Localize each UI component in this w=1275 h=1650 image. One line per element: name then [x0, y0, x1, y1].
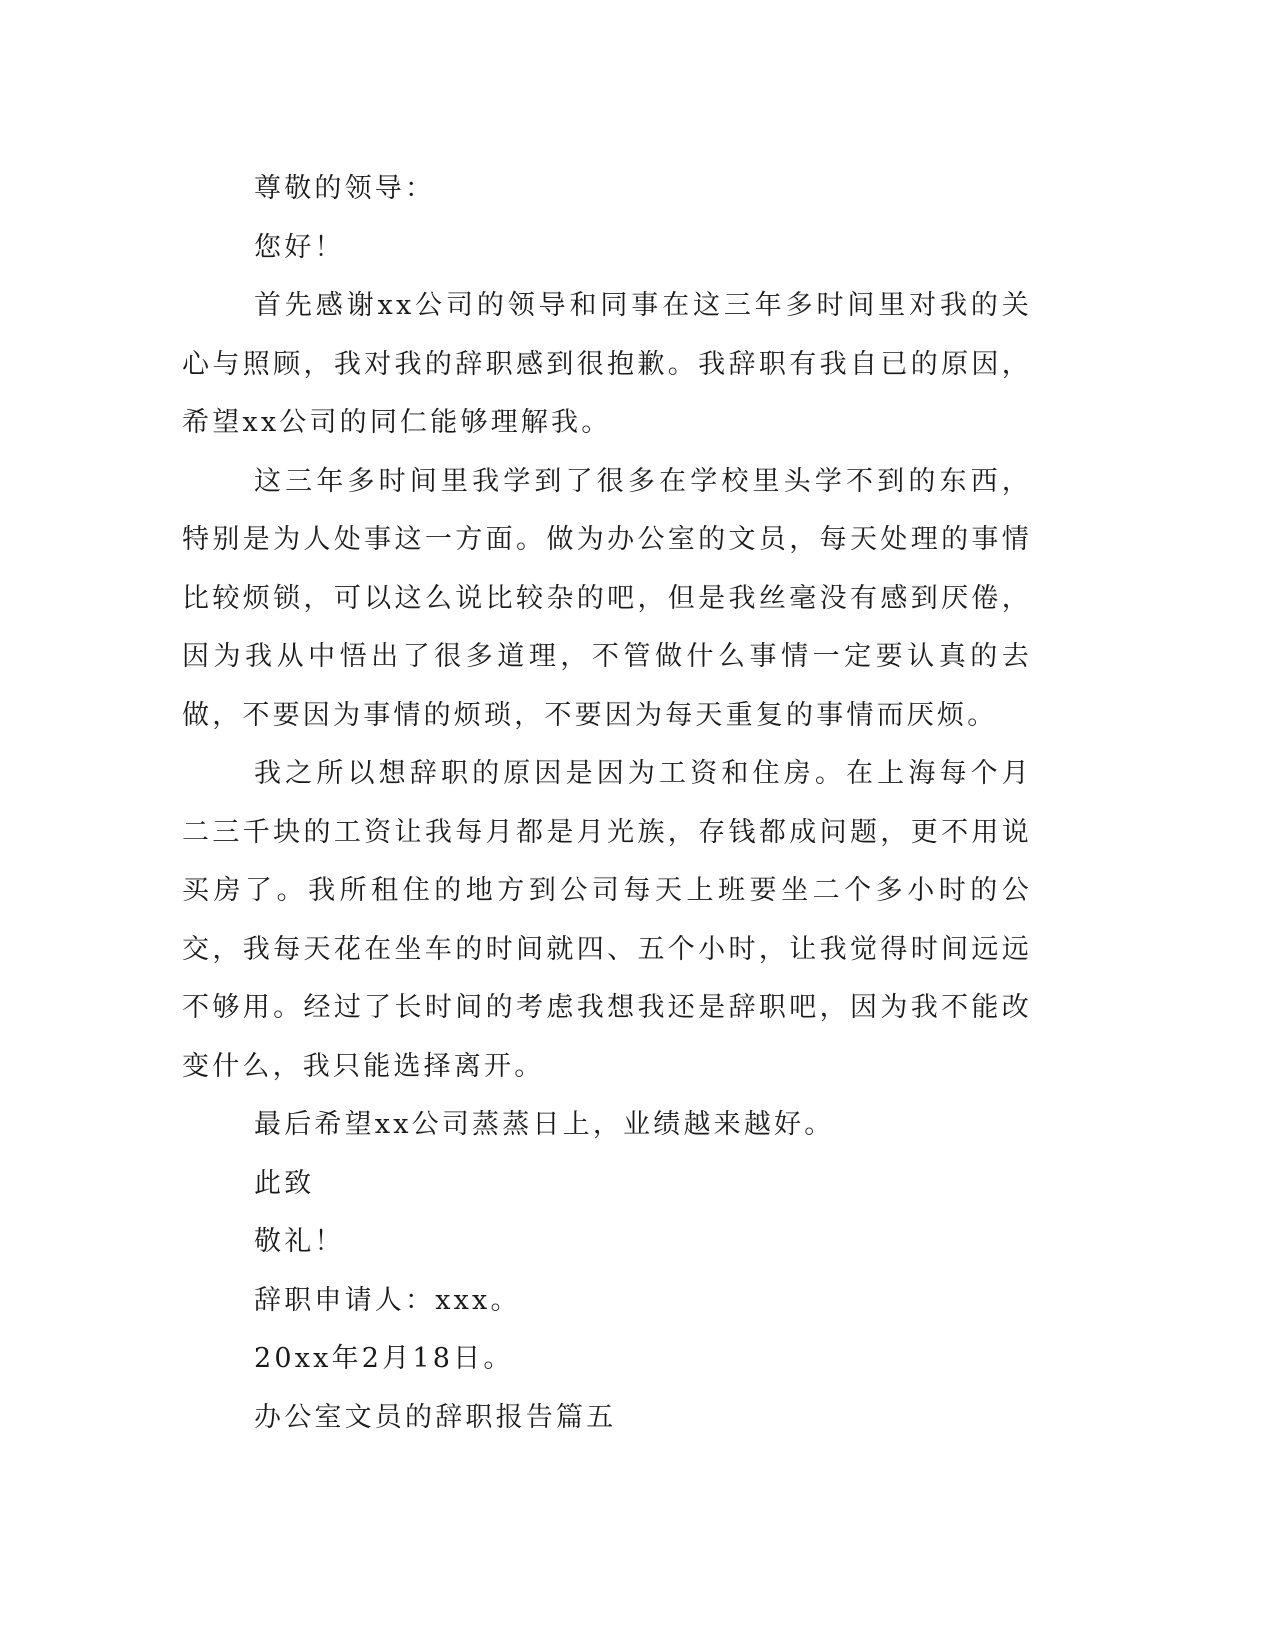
signature-line: 辞职申请人：xxx。	[254, 1284, 521, 1316]
body-paragraph-wishes: 最后希望xx公司蒸蒸日上，业绩越来越好。	[254, 1109, 835, 1140]
closing-line-1: 此致	[254, 1167, 315, 1199]
date-line: 20xx年2月18日。	[254, 1343, 514, 1374]
greeting: 您好！	[254, 231, 345, 263]
body-paragraph-thanks: 首先感谢xx公司的领导和同事在这三年多时间里对我的关心与照顾，我对我的辞职感到很抱歉。我辞职有我自已的原因，希望xx公司的同仁能够理解我。	[182, 290, 1032, 438]
salutation: 尊敬的领导：	[254, 173, 436, 204]
body-paragraph-reason: 我之所以想辞职的原因是因为工资和住房。在上海每个月二三千块的工资让我每月都是月光族，存钱都成问题，更不用说买房了。我所租住的地方到公司每天上班要坐二个多小时的公交，我每天花在坐车的时间就四、五个小时，让我觉得时间远远不够用。经过了长时间的考虑我想我还是辞职吧，因为我不能改变什么，我只能选择离开。	[182, 758, 1032, 1082]
next-section-heading: 办公室文员的辞职报告篇五	[254, 1401, 617, 1433]
closing-line-2: 敬礼！	[254, 1226, 345, 1257]
body-paragraph-experience: 这三年多时间里我学到了很多在学校里头学不到的东西，特别是为人处事这一方面。做为办公室的文员，每天处理的事情比较烦锁，可以这么说比较杂的吧，但是我丝毫没有感到厌倦，因为我从中悟出了很多道理，不管做什么事情一定要认真的去做，不要因为事情的烦琐，不要因为每天重复的事情而厌烦。	[182, 465, 1032, 731]
resignation-letter	[182, 160, 1032, 1447]
